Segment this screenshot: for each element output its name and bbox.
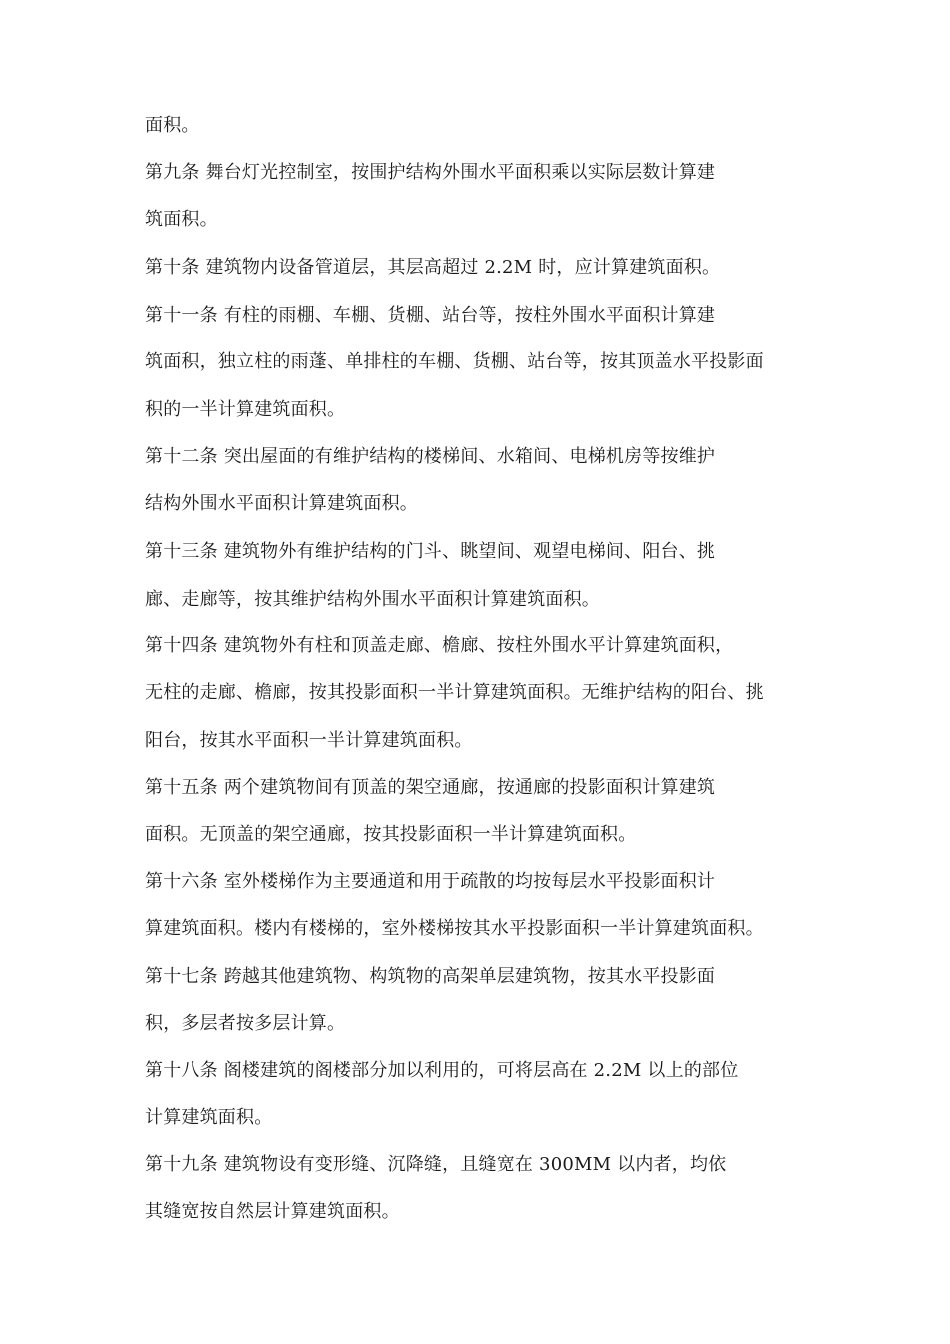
text-line: 第十四条 建筑物外有柱和顶盖走廊、檐廊、按柱外围水平计算建筑面积， [145, 635, 734, 656]
text-line: 第十七条 跨越其他建筑物、构筑物的高架单层建筑物，按其水平投影面 [145, 966, 716, 987]
text-line: 阳台，按其水平面积一半计算建筑面积。 [145, 730, 473, 751]
text-line: 第十三条 建筑物外有维护结构的门斗、眺望间、观望电梯间、阳台、挑 [145, 541, 716, 562]
text-line: 积的一半计算建筑面积。 [145, 399, 346, 420]
text-line: 第十六条 室外楼梯作为主要通道和用于疏散的均按每层水平投影面积计 [145, 871, 716, 892]
text-line: 面积。 [145, 115, 200, 136]
text-line: 算建筑面积。楼内有楼梯的，室外楼梯按其水平投影面积一半计算建筑面积。 [145, 918, 764, 939]
text-line: 积，多层者按多层计算。 [145, 1013, 346, 1034]
text-line: 第十条 建筑物内设备管道层，其层高超过 2.2M 时，应计算建筑面积。 [145, 257, 721, 278]
text-line: 筑面积，独立柱的雨蓬、单排柱的车棚、货棚、站台等，按其顶盖水平投影面 [145, 351, 764, 372]
text-line: 第十二条 突出屋面的有维护结构的楼梯间、水箱间、电梯机房等按维护 [145, 446, 716, 467]
text-line: 结构外围水平面积计算建筑面积。 [145, 493, 418, 514]
text-line: 无柱的走廊、檐廊，按其投影面积一半计算建筑面积。无维护结构的阳台、挑 [145, 682, 764, 703]
text-line: 面积。无顶盖的架空通廊，按其投影面积一半计算建筑面积。 [145, 824, 637, 845]
text-line: 其缝宽按自然层计算建筑面积。 [145, 1201, 400, 1222]
text-line: 筑面积。 [145, 209, 218, 230]
text-line: 第十五条 两个建筑物间有顶盖的架空通廊，按通廊的投影面积计算建筑 [145, 777, 716, 798]
text-line: 第十九条 建筑物设有变形缝、沉降缝，且缝宽在 300MM 以内者，均依 [145, 1154, 727, 1175]
text-line: 第十一条 有柱的雨棚、车棚、货棚、站台等，按柱外围水平面积计算建 [145, 305, 716, 326]
text-line: 第九条 舞台灯光控制室，按围护结构外围水平面积乘以实际层数计算建 [145, 162, 716, 183]
text-line: 廊、走廊等，按其维护结构外围水平面积计算建筑面积。 [145, 589, 600, 610]
text-line: 计算建筑面积。 [145, 1107, 273, 1128]
text-line: 第十八条 阁楼建筑的阁楼部分加以利用的，可将层高在 2.2M 以上的部位 [145, 1060, 739, 1081]
